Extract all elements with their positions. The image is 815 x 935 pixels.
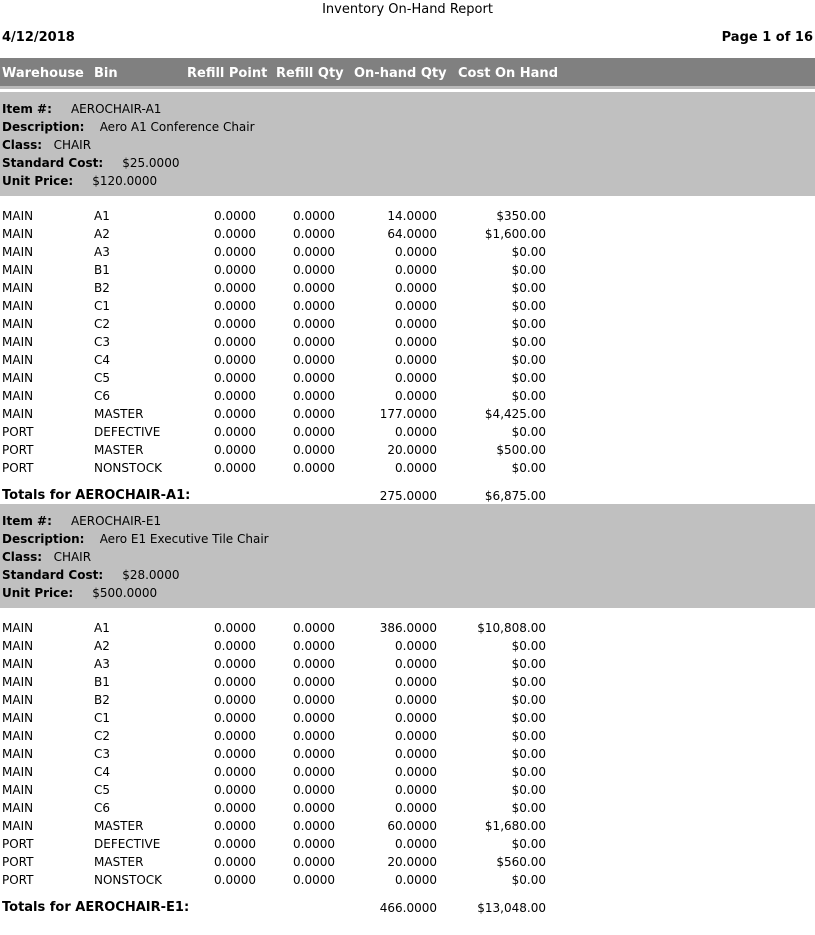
bin-cell: C3: [94, 747, 111, 761]
warehouse-cell: MAIN: [2, 299, 34, 313]
warehouse-cell: PORT: [2, 461, 34, 475]
table-row: [0, 333, 815, 351]
bin-cell: A1: [94, 621, 110, 635]
warehouse-cell: PORT: [2, 873, 34, 887]
bin-cell: C2: [94, 317, 111, 331]
item-number-value: AEROCHAIR-A1: [70, 102, 162, 116]
refill-qty-cell: 0.0000: [293, 443, 335, 457]
description-label: Description:: [2, 120, 85, 134]
item-number-label: Item #:: [2, 514, 52, 528]
totals-line: [0, 487, 815, 505]
refill-point-cell: 0.0000: [214, 317, 256, 331]
warehouse-cell: MAIN: [2, 317, 34, 331]
table-row: [0, 637, 815, 655]
table-row: [0, 459, 815, 477]
item-number-line: [2, 512, 161, 530]
cost-on-hand-cell: $0.00: [511, 765, 546, 779]
refill-qty-cell: 0.0000: [293, 389, 335, 403]
bin-cell: B1: [94, 675, 110, 689]
totals-label: Totals for AEROCHAIR-E1:: [2, 900, 190, 915]
refill-qty-cell: 0.0000: [293, 227, 335, 241]
cost-on-hand-cell: $0.00: [511, 371, 546, 385]
warehouse-cell: MAIN: [2, 639, 34, 653]
refill-point-cell: 0.0000: [214, 729, 256, 743]
total-onhand-qty: 275.0000: [379, 489, 437, 503]
class-label: Class:: [2, 550, 43, 564]
unit-price-value: $120.0000: [92, 174, 158, 188]
refill-qty-cell: 0.0000: [293, 747, 335, 761]
warehouse-cell: MAIN: [2, 353, 34, 367]
refill-qty-cell: 0.0000: [293, 621, 335, 635]
refill-point-cell: 0.0000: [214, 639, 256, 653]
refill-point-cell: 0.0000: [214, 711, 256, 725]
refill-qty-cell: 0.0000: [293, 711, 335, 725]
warehouse-cell: MAIN: [2, 657, 34, 671]
cost-on-hand-cell: $0.00: [511, 389, 546, 403]
cost-on-hand-cell: $0.00: [511, 245, 546, 259]
warehouse-cell: MAIN: [2, 621, 34, 635]
column-header-warehouse: Warehouse: [2, 66, 84, 81]
column-header-refill-qty: Refill Qty: [276, 66, 344, 81]
onhand-qty-cell: 177.0000: [379, 407, 437, 421]
onhand-qty-cell: 0.0000: [395, 299, 437, 313]
cost-on-hand-cell: $0.00: [511, 693, 546, 707]
table-row: [0, 709, 815, 727]
bin-cell: C4: [94, 765, 111, 779]
cost-on-hand-cell: $0.00: [511, 281, 546, 295]
table-row: [0, 619, 815, 637]
warehouse-cell: MAIN: [2, 801, 34, 815]
column-header-bin: Bin: [94, 66, 118, 81]
onhand-qty-cell: 0.0000: [395, 317, 437, 331]
cost-on-hand-cell: $0.00: [511, 425, 546, 439]
inventory-rows: [0, 207, 815, 477]
refill-qty-cell: 0.0000: [293, 425, 335, 439]
table-row: [0, 225, 815, 243]
cost-on-hand-cell: $0.00: [511, 747, 546, 761]
cost-on-hand-cell: $1,680.00: [484, 819, 546, 833]
refill-point-cell: 0.0000: [214, 281, 256, 295]
cost-on-hand-cell: $0.00: [511, 729, 546, 743]
onhand-qty-cell: 0.0000: [395, 353, 437, 367]
standard-cost-value: $28.0000: [122, 568, 180, 582]
refill-point-cell: 0.0000: [214, 657, 256, 671]
refill-point-cell: 0.0000: [214, 693, 256, 707]
refill-point-cell: 0.0000: [214, 801, 256, 815]
bin-cell: C5: [94, 783, 111, 797]
onhand-qty-cell: 0.0000: [395, 425, 437, 439]
page-number: Page 1 of 16: [721, 30, 813, 45]
onhand-qty-cell: 0.0000: [395, 765, 437, 779]
warehouse-cell: MAIN: [2, 209, 34, 223]
column-header-onhand-qty: On-hand Qty: [354, 66, 447, 81]
warehouse-cell: MAIN: [2, 711, 34, 725]
warehouse-cell: MAIN: [2, 263, 34, 277]
refill-qty-cell: 0.0000: [293, 639, 335, 653]
column-header-refill-point: Refill Point: [187, 66, 268, 81]
table-row: [0, 871, 815, 889]
bin-cell: C2: [94, 729, 111, 743]
cost-on-hand-cell: $0.00: [511, 461, 546, 475]
onhand-qty-cell: 20.0000: [387, 855, 437, 869]
warehouse-cell: MAIN: [2, 371, 34, 385]
bin-cell: C4: [94, 353, 111, 367]
bin-cell: C6: [94, 389, 111, 403]
standard-cost-label: Standard Cost:: [2, 568, 104, 582]
cost-on-hand-cell: $1,600.00: [484, 227, 546, 241]
cost-on-hand-cell: $560.00: [496, 855, 546, 869]
cost-on-hand-cell: $0.00: [511, 657, 546, 671]
onhand-qty-cell: 0.0000: [395, 873, 437, 887]
warehouse-cell: PORT: [2, 837, 34, 851]
item-number-line: [2, 100, 161, 118]
class-label: Class:: [2, 138, 43, 152]
refill-qty-cell: 0.0000: [293, 245, 335, 259]
item-number-label: Item #:: [2, 102, 52, 116]
table-row: [0, 817, 815, 835]
total-cost-on-hand: $6,875.00: [484, 489, 546, 503]
class-line: [2, 136, 91, 154]
class-value: CHAIR: [53, 550, 92, 564]
description-line: [2, 530, 269, 548]
cost-on-hand-cell: $0.00: [511, 837, 546, 851]
onhand-qty-cell: 0.0000: [395, 371, 437, 385]
standard-cost-label: Standard Cost:: [2, 156, 104, 170]
bin-cell: C1: [94, 711, 111, 725]
refill-point-cell: 0.0000: [214, 389, 256, 403]
onhand-qty-cell: 0.0000: [395, 461, 437, 475]
total-cost-on-hand: $13,048.00: [477, 901, 546, 915]
refill-point-cell: 0.0000: [214, 855, 256, 869]
class-value: CHAIR: [53, 138, 92, 152]
bin-cell: B2: [94, 693, 110, 707]
description-value: Aero E1 Executive Tile Chair: [99, 532, 269, 546]
standard-cost-line: [2, 566, 179, 584]
refill-qty-cell: 0.0000: [293, 461, 335, 475]
warehouse-cell: MAIN: [2, 227, 34, 241]
refill-point-cell: 0.0000: [214, 819, 256, 833]
refill-point-cell: 0.0000: [214, 837, 256, 851]
bin-cell: A1: [94, 209, 110, 223]
cost-on-hand-cell: $10,808.00: [477, 621, 546, 635]
refill-qty-cell: 0.0000: [293, 855, 335, 869]
cost-on-hand-cell: $350.00: [496, 209, 546, 223]
cost-on-hand-cell: $0.00: [511, 783, 546, 797]
refill-qty-cell: 0.0000: [293, 299, 335, 313]
onhand-qty-cell: 64.0000: [387, 227, 437, 241]
unit-price-label: Unit Price:: [2, 586, 74, 600]
warehouse-cell: MAIN: [2, 693, 34, 707]
warehouse-cell: MAIN: [2, 335, 34, 349]
warehouse-cell: MAIN: [2, 245, 34, 259]
warehouse-cell: MAIN: [2, 281, 34, 295]
bin-cell: A2: [94, 639, 110, 653]
onhand-qty-cell: 0.0000: [395, 389, 437, 403]
cost-on-hand-cell: $0.00: [511, 263, 546, 277]
onhand-qty-cell: 14.0000: [387, 209, 437, 223]
refill-point-cell: 0.0000: [214, 873, 256, 887]
refill-point-cell: 0.0000: [214, 245, 256, 259]
onhand-qty-cell: 0.0000: [395, 747, 437, 761]
refill-qty-cell: 0.0000: [293, 209, 335, 223]
cost-on-hand-cell: $4,425.00: [484, 407, 546, 421]
refill-qty-cell: 0.0000: [293, 801, 335, 815]
bin-cell: A3: [94, 245, 110, 259]
refill-qty-cell: 0.0000: [293, 263, 335, 277]
column-header-bar: [0, 58, 815, 89]
table-row: [0, 727, 815, 745]
standard-cost-line: [2, 154, 179, 172]
onhand-qty-cell: 0.0000: [395, 783, 437, 797]
table-row: [0, 315, 815, 333]
bin-cell: NONSTOCK: [94, 461, 163, 475]
onhand-qty-cell: 0.0000: [395, 281, 437, 295]
cost-on-hand-cell: $0.00: [511, 801, 546, 815]
bin-cell: C5: [94, 371, 111, 385]
onhand-qty-cell: 20.0000: [387, 443, 437, 457]
refill-point-cell: 0.0000: [214, 263, 256, 277]
report-title: Inventory On-Hand Report: [322, 2, 493, 17]
description-value: Aero A1 Conference Chair: [99, 120, 255, 134]
refill-qty-cell: 0.0000: [293, 729, 335, 743]
cost-on-hand-cell: $0.00: [511, 353, 546, 367]
warehouse-cell: MAIN: [2, 765, 34, 779]
unit-price-value: $500.0000: [92, 586, 158, 600]
onhand-qty-cell: 0.0000: [395, 711, 437, 725]
refill-point-cell: 0.0000: [214, 461, 256, 475]
warehouse-cell: MAIN: [2, 729, 34, 743]
refill-qty-cell: 0.0000: [293, 371, 335, 385]
item-section: [0, 504, 815, 917]
bin-cell: MASTER: [94, 819, 144, 833]
table-row: [0, 243, 815, 261]
refill-point-cell: 0.0000: [214, 227, 256, 241]
onhand-qty-cell: 0.0000: [395, 801, 437, 815]
unit-price-line: [2, 584, 157, 602]
table-row: [0, 387, 815, 405]
refill-point-cell: 0.0000: [214, 371, 256, 385]
cost-on-hand-cell: $0.00: [511, 317, 546, 331]
refill-point-cell: 0.0000: [214, 335, 256, 349]
refill-qty-cell: 0.0000: [293, 837, 335, 851]
refill-point-cell: 0.0000: [214, 443, 256, 457]
refill-point-cell: 0.0000: [214, 425, 256, 439]
table-row: [0, 441, 815, 459]
cost-on-hand-cell: $0.00: [511, 873, 546, 887]
warehouse-cell: MAIN: [2, 783, 34, 797]
refill-qty-cell: 0.0000: [293, 873, 335, 887]
onhand-qty-cell: 0.0000: [395, 693, 437, 707]
bin-cell: A2: [94, 227, 110, 241]
total-onhand-qty: 466.0000: [379, 901, 437, 915]
warehouse-cell: MAIN: [2, 675, 34, 689]
cost-on-hand-cell: $0.00: [511, 639, 546, 653]
onhand-qty-cell: 0.0000: [395, 837, 437, 851]
bin-cell: B2: [94, 281, 110, 295]
cost-on-hand-cell: $500.00: [496, 443, 546, 457]
bin-cell: C3: [94, 335, 111, 349]
warehouse-cell: MAIN: [2, 819, 34, 833]
refill-point-cell: 0.0000: [214, 765, 256, 779]
report-date: 4/12/2018: [2, 30, 75, 45]
bin-cell: NONSTOCK: [94, 873, 163, 887]
bin-cell: MASTER: [94, 855, 144, 869]
totals-line: [0, 899, 815, 917]
table-row: [0, 297, 815, 315]
onhand-qty-cell: 0.0000: [395, 729, 437, 743]
table-row: [0, 763, 815, 781]
table-row: [0, 835, 815, 853]
refill-qty-cell: 0.0000: [293, 657, 335, 671]
cost-on-hand-cell: $0.00: [511, 711, 546, 725]
refill-qty-cell: 0.0000: [293, 675, 335, 689]
onhand-qty-cell: 0.0000: [395, 657, 437, 671]
totals-label: Totals for AEROCHAIR-A1:: [2, 488, 191, 503]
refill-qty-cell: 0.0000: [293, 317, 335, 331]
refill-point-cell: 0.0000: [214, 621, 256, 635]
refill-qty-cell: 0.0000: [293, 407, 335, 421]
table-row: [0, 351, 815, 369]
item-info-block: [0, 92, 815, 196]
table-row: [0, 691, 815, 709]
bin-cell: C1: [94, 299, 111, 313]
refill-point-cell: 0.0000: [214, 407, 256, 421]
refill-point-cell: 0.0000: [214, 675, 256, 689]
unit-price-line: [2, 172, 157, 190]
refill-qty-cell: 0.0000: [293, 353, 335, 367]
item-section: [0, 92, 815, 505]
onhand-qty-cell: 0.0000: [395, 335, 437, 349]
onhand-qty-cell: 60.0000: [387, 819, 437, 833]
table-row: [0, 655, 815, 673]
table-row: [0, 369, 815, 387]
refill-point-cell: 0.0000: [214, 353, 256, 367]
bin-cell: C6: [94, 801, 111, 815]
table-row: [0, 207, 815, 225]
refill-point-cell: 0.0000: [214, 747, 256, 761]
onhand-qty-cell: 0.0000: [395, 639, 437, 653]
refill-qty-cell: 0.0000: [293, 783, 335, 797]
item-number-value: AEROCHAIR-E1: [70, 514, 162, 528]
refill-point-cell: 0.0000: [214, 783, 256, 797]
onhand-qty-cell: 0.0000: [395, 245, 437, 259]
refill-point-cell: 0.0000: [214, 299, 256, 313]
warehouse-cell: MAIN: [2, 389, 34, 403]
column-header-cost-on-hand: Cost On Hand: [458, 66, 558, 81]
onhand-qty-cell: 386.0000: [379, 621, 437, 635]
table-row: [0, 799, 815, 817]
standard-cost-value: $25.0000: [122, 156, 180, 170]
bin-cell: MASTER: [94, 443, 144, 457]
bin-cell: MASTER: [94, 407, 144, 421]
refill-qty-cell: 0.0000: [293, 281, 335, 295]
table-row: [0, 261, 815, 279]
cost-on-hand-cell: $0.00: [511, 335, 546, 349]
inventory-rows: [0, 619, 815, 889]
warehouse-cell: PORT: [2, 855, 34, 869]
class-line: [2, 548, 91, 566]
onhand-qty-cell: 0.0000: [395, 675, 437, 689]
refill-qty-cell: 0.0000: [293, 693, 335, 707]
refill-qty-cell: 0.0000: [293, 819, 335, 833]
warehouse-cell: MAIN: [2, 407, 34, 421]
table-row: [0, 423, 815, 441]
cost-on-hand-cell: $0.00: [511, 675, 546, 689]
refill-qty-cell: 0.0000: [293, 765, 335, 779]
bin-cell: A3: [94, 657, 110, 671]
bin-cell: DEFECTIVE: [94, 425, 161, 439]
onhand-qty-cell: 0.0000: [395, 263, 437, 277]
warehouse-cell: PORT: [2, 443, 34, 457]
cost-on-hand-cell: $0.00: [511, 299, 546, 313]
warehouse-cell: PORT: [2, 425, 34, 439]
unit-price-label: Unit Price:: [2, 174, 74, 188]
table-row: [0, 673, 815, 691]
table-row: [0, 853, 815, 871]
refill-qty-cell: 0.0000: [293, 335, 335, 349]
table-row: [0, 781, 815, 799]
bin-cell: DEFECTIVE: [94, 837, 161, 851]
description-line: [2, 118, 255, 136]
refill-point-cell: 0.0000: [214, 209, 256, 223]
warehouse-cell: MAIN: [2, 747, 34, 761]
item-info-block: [0, 504, 815, 608]
table-row: [0, 405, 815, 423]
description-label: Description:: [2, 532, 85, 546]
table-row: [0, 745, 815, 763]
table-row: [0, 279, 815, 297]
bin-cell: B1: [94, 263, 110, 277]
